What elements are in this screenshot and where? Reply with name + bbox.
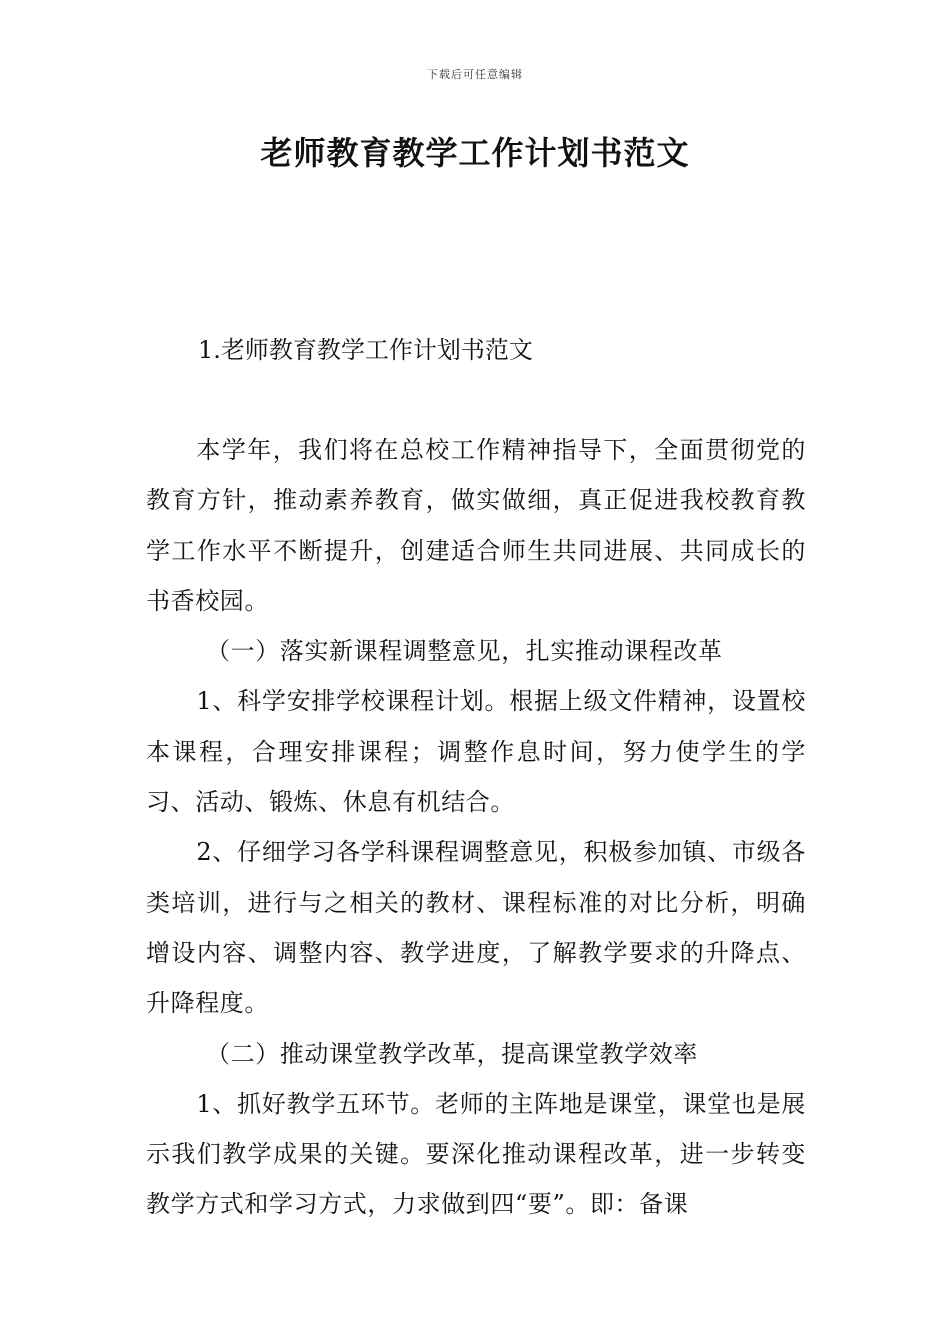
paragraph-intro: 本学年，我们将在总校工作精神指导下，全面贯彻党的教育方针，推动素养教育，做实做细，真正促进我校教育教学工作水平不断提升，创建适合师生共同进展、共同成长的书香校园。 — [146, 436, 806, 615]
document-title: 老师教育教学工作计划书范文 — [260, 134, 690, 172]
paragraph-curriculum-study: 2、仔细学习各学科课程调整意见，积极参加镇、市级各类培训，进行与之相关的教材、课程标准的对比分析，明确增设内容、调整内容、教学进度，了解教学要求的升降点、升降程度。 — [146, 838, 806, 1018]
header-note: 下载后可任意编辑 — [427, 68, 523, 81]
section-heading: 1.老师教育教学工作计划书范文 — [198, 336, 533, 364]
sub-heading-2: （二）推动课堂教学改革，提高课堂教学效率 — [206, 1039, 698, 1068]
paragraph-curriculum-plan: 1、科学安排学校课程计划。根据上级文件精神，设置校本课程，合理安排课程；调整作息时间，努力使学生的学习、活动、锻炼、休息有机结合。 — [146, 687, 806, 817]
paragraph-teaching-steps: 1、抓好教学五环节。老师的主阵地是课堂，课堂也是展示我们教学成果的关键。要深化推动课程改革，进一步转变教学方式和学习方式，力求做到四“要”。即：备课 — [146, 1089, 806, 1219]
sub-heading-1: （一）落实新课程调整意见，扎实推动课程改革 — [206, 637, 723, 666]
document-body — [146, 425, 806, 1230]
